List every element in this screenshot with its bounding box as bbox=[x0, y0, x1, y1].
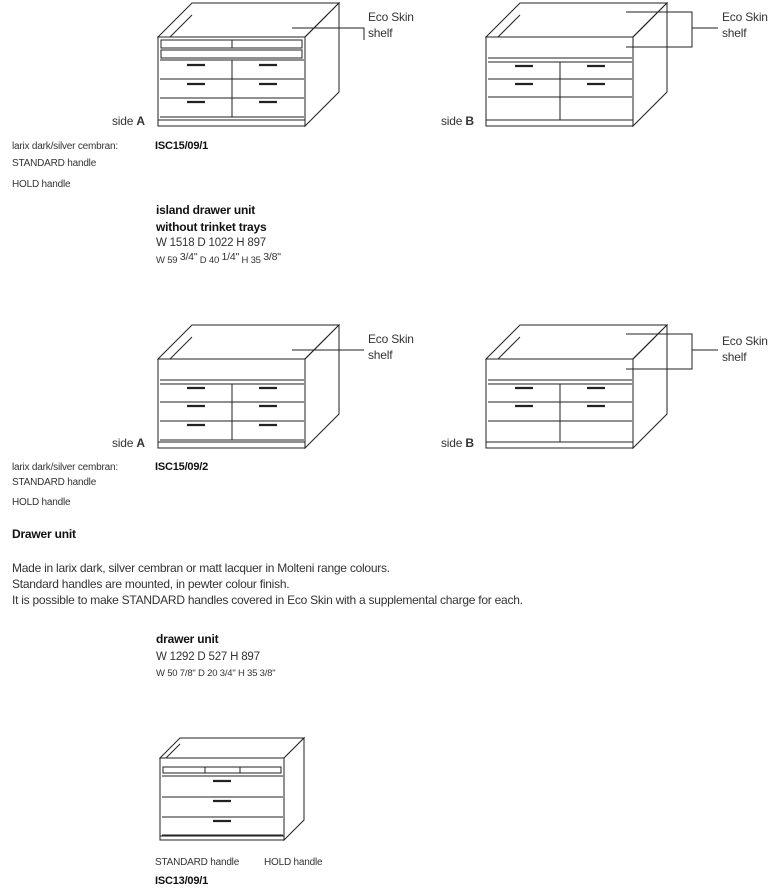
drawing-middle-side-a bbox=[158, 325, 364, 448]
side-a-label: side A bbox=[112, 114, 145, 128]
side-b-label: side B bbox=[441, 114, 474, 128]
standard-handle-label: STANDARD handle bbox=[12, 477, 97, 488]
side-a-label: side A bbox=[112, 436, 145, 450]
hold-handle-label: HOLD handle bbox=[12, 497, 71, 508]
product-code: ISC13/09/1 bbox=[155, 875, 209, 887]
side-b-label: side B bbox=[441, 436, 474, 450]
drawing-bottom-drawer-unit bbox=[160, 738, 304, 840]
drawing-middle-side-b bbox=[486, 325, 718, 448]
annotation-eco-skin-shelf: Eco Skin shelf bbox=[722, 10, 768, 40]
description-paragraph: Made in larix dark, silver cembran or matt lacquer in Molteni range colours. Standard handles are mounted, in pewter colour finish. It is possible to make STANDARD handles covered in Eco Skin with a supplemental charge for each. bbox=[12, 561, 523, 607]
drawing-top-side-b bbox=[486, 3, 718, 126]
standard-handle-label: STANDARD handle bbox=[12, 158, 97, 169]
annotation-eco-skin-shelf: Eco Skin shelf bbox=[722, 334, 768, 364]
section-heading: Drawer unit bbox=[12, 527, 76, 541]
product-title: island drawer unit without trinket trays bbox=[156, 203, 267, 234]
drawing-top-side-a bbox=[158, 3, 364, 126]
product-code: ISC15/09/1 bbox=[155, 140, 209, 152]
annotation-eco-skin-shelf: Eco Skin shelf bbox=[368, 10, 414, 40]
hold-handle-label: HOLD handle bbox=[264, 857, 323, 868]
product-code: ISC15/09/2 bbox=[155, 461, 209, 473]
hold-handle-label: HOLD handle bbox=[12, 179, 71, 190]
dimensions-inch: W 50 7/8" D 20 3/4" H 35 3/8" bbox=[156, 668, 276, 679]
dimensions-mm: W 1518 D 1022 H 897 bbox=[156, 237, 266, 249]
dimensions-mm: W 1292 D 527 H 897 bbox=[156, 651, 260, 663]
annotation-eco-skin-shelf: Eco Skin shelf bbox=[368, 332, 414, 362]
dimensions-inch: W 59 3/4" D 40 1/4" H 35 3/8" bbox=[156, 251, 281, 266]
standard-handle-label: STANDARD handle bbox=[155, 857, 240, 868]
product-title: drawer unit bbox=[156, 632, 219, 646]
finish-label: larix dark/silver cembran: bbox=[12, 462, 118, 473]
finish-label: larix dark/silver cembran: bbox=[12, 141, 118, 152]
